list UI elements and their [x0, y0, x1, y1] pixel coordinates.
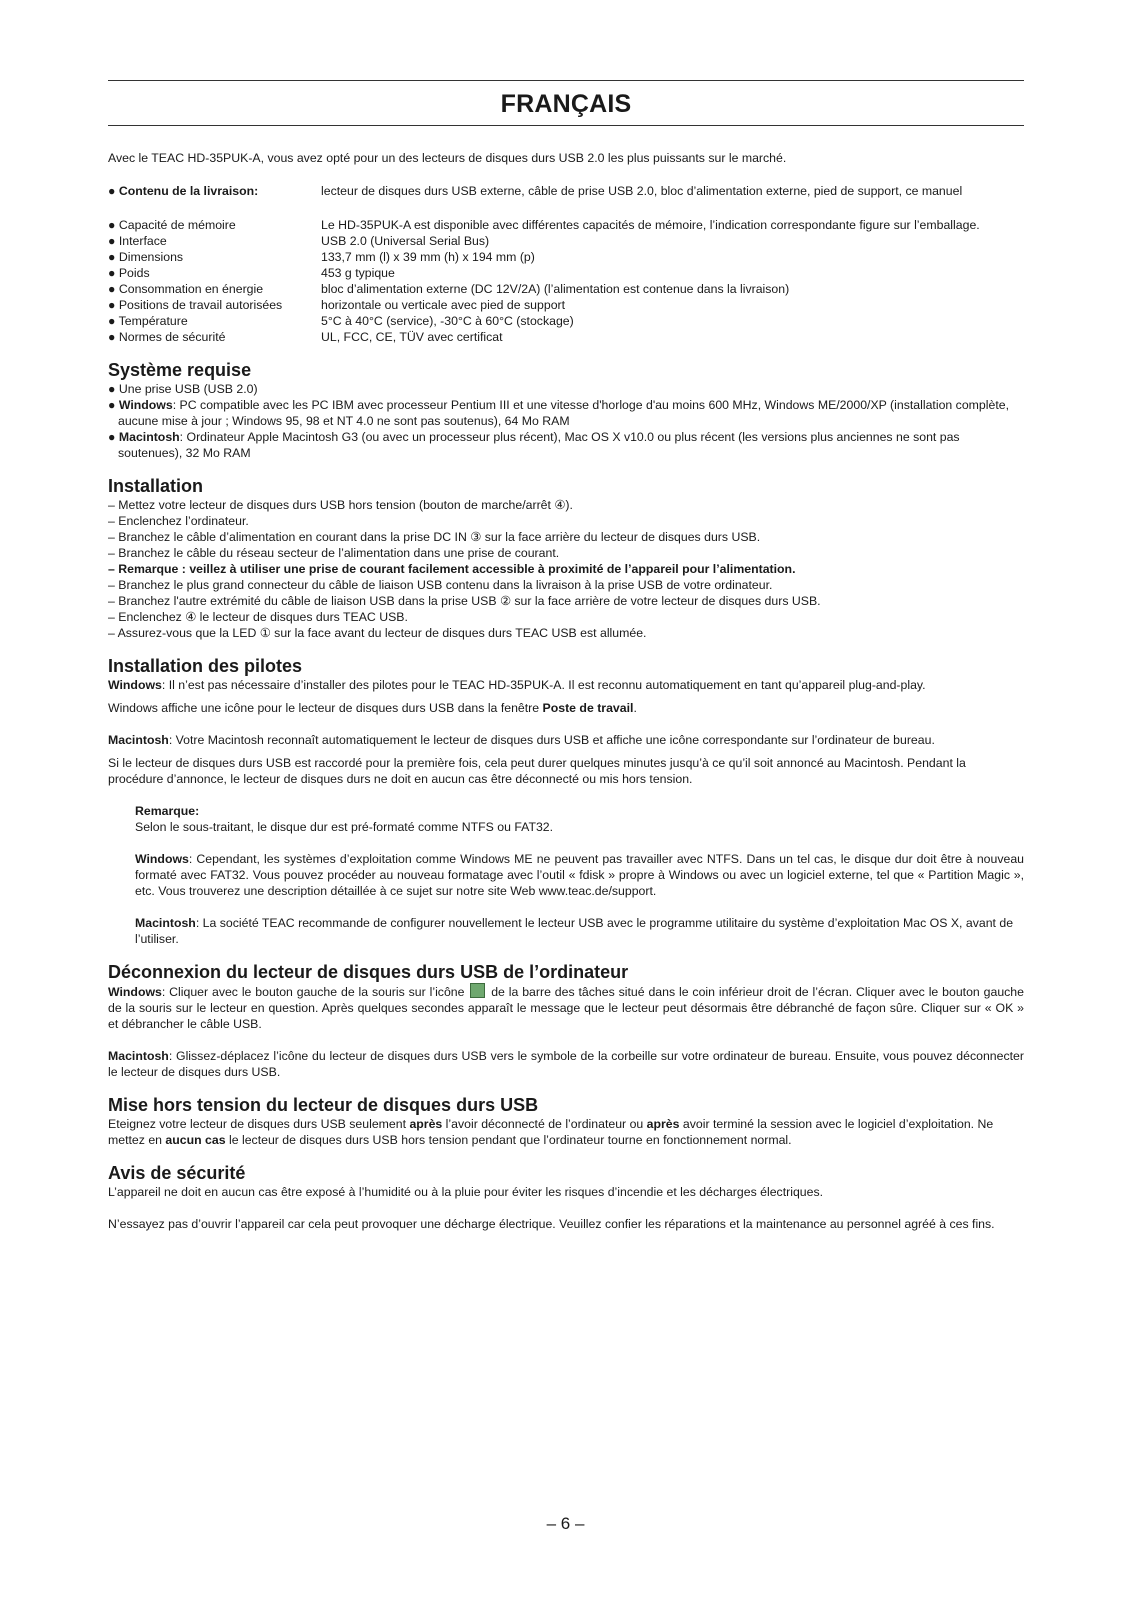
usb-safely-remove-icon — [470, 983, 485, 998]
list-item: ● Windows: PC compatible avec les PC IBM avec processeur Pentium III et une vitesse d'horloge d'au moins 600 MHz, Windows ME/2000/XP (installation complète, aucune mise à jour ; Windows 95, 98 et NT 4.0 ne sont pas soutenus), 64 Mo RAM — [108, 398, 1009, 428]
spec-value: 5°C à 40°C (service), -30°C à 60°C (stockage) — [321, 314, 574, 328]
bold-text: Poste de travail — [542, 701, 634, 715]
paragraph-text: : Votre Macintosh reconnaît automatiquement le lecteur de disques durs USB et affiche une icône correspondante sur l’ordinateur de bureau. — [168, 733, 935, 747]
paragraph-text: Eteignez votre lecteur de disques durs USB seulement — [108, 1117, 410, 1131]
paragraph — [108, 1048, 1024, 1080]
item-text: : PC compatible avec les PC IBM avec processeur Pentium III et une vitesse d'horloge d'au moins 600 MHz, Windows ME/2000/XP (installation complète, aucune mise à jour ; Windows 95, 98 et NT 4.0 ne sont pas soutenus), 64 Mo RAM — [118, 398, 1009, 428]
section-pilotes — [108, 655, 1024, 947]
paragraph — [108, 1116, 1024, 1148]
spec-row — [108, 233, 1024, 249]
paragraph-text: : La société TEAC recommande de configurer nouvellement le lecteur USB avec le programme utilitaire du système d’exploitation Mac OS X, avant de l’utiliser. — [135, 916, 1014, 946]
remark-paragraph — [135, 851, 1024, 899]
bold-text: après — [646, 1117, 680, 1131]
label-macintosh: Macintosh — [108, 733, 169, 747]
bold-text: aucun cas — [165, 1133, 226, 1147]
remark-text: Selon le sous-traitant, le disque dur est pré-formaté comme NTFS ou FAT32. — [135, 820, 554, 834]
spec-label: ● Contenu de la livraison: — [108, 184, 259, 198]
section-installation — [108, 475, 1024, 641]
section-heading: Installation des pilotes — [108, 656, 303, 676]
step-item: – Enclenchez l’ordinateur. — [108, 514, 249, 528]
spec-label: ● Interface — [108, 234, 167, 248]
paragraph-text: . — [633, 701, 637, 715]
step-item: – Branchez le câble d’alimentation en courant dans la prise DC IN ③ sur la face arrière du lecteur de disques durs USB. — [108, 530, 761, 544]
spec-value: 453 g typique — [321, 266, 395, 280]
spec-row — [108, 281, 1024, 297]
spec-value: Le HD-35PUK-A est disponible avec différentes capacités de mémoire, l’indication correspondante figure sur l’emballage. — [321, 218, 980, 232]
label-windows: Windows — [118, 398, 173, 412]
paragraph — [108, 732, 1024, 748]
paragraph: N’essayez pas d’ouvrir l’appareil car cela peut provoquer une décharge électrique. Veuillez confier les réparations et la maintenance au personnel agréé à ces fins. — [108, 1217, 995, 1231]
paragraph — [108, 700, 1024, 716]
page-number: – 6 – — [546, 1514, 585, 1533]
spec-label: ● Poids — [108, 266, 150, 280]
spec-value: USB 2.0 (Universal Serial Bus) — [321, 234, 490, 248]
step-item: – Branchez l'autre extrémité du câble de liaison USB dans la prise USB ② sur la face arrière de votre lecteur de disques durs USB. — [108, 594, 821, 608]
section-heading: Avis de sécurité — [108, 1163, 246, 1183]
section-mise-hors-tension — [108, 1094, 1024, 1148]
section-systeme — [108, 359, 1024, 461]
page — [108, 80, 1024, 1232]
step-item: – Branchez le câble du réseau secteur de l’alimentation dans une prise de courant. — [108, 546, 560, 560]
paragraph-text: avoir terminé la session avec le logiciel d’exploitation. Ne mettez en — [108, 1117, 994, 1147]
paragraph-text: : Il n’est pas nécessaire d’installer des pilotes pour le TEAC HD-35PUK-A. Il est reconnu automatiquement en tant qu’appareil plug-and-play. — [161, 678, 926, 692]
remark-block — [108, 803, 1024, 947]
label-windows: Windows — [108, 678, 162, 692]
paragraph-text: le lecteur de disques durs USB hors tension pendant que l’ordinateur tourne en fonctionnement normal. — [225, 1133, 792, 1147]
spec-label: ● Capacité de mémoire — [108, 218, 236, 232]
remark-title: Remarque: — [135, 804, 200, 818]
page-title: FRANÇAIS — [500, 90, 632, 118]
spec-row — [108, 265, 1024, 281]
paragraph-text: l’avoir déconnecté de l’ordinateur ou — [442, 1117, 647, 1131]
step-item: – Branchez le plus grand connecteur du câble de liaison USB contenu dans la livraison à la prise USB de votre ordinateur. — [108, 578, 773, 592]
section-heading: Mise hors tension du lecteur de disques durs USB — [108, 1095, 539, 1115]
spec-value: UL, FCC, CE, TÜV avec certificat — [321, 330, 503, 344]
spec-label: ● Consommation en énergie — [108, 282, 264, 296]
section-heading: Installation — [108, 476, 204, 496]
step-item: – Assurez-vous que la LED ① sur la face avant du lecteur de disques durs TEAC USB est allumée. — [108, 626, 647, 640]
section-heading: Déconnexion du lecteur de disques durs USB de l’ordinateur — [108, 962, 629, 982]
top-rule — [108, 80, 1024, 81]
step-item-remark: – Remarque : veillez à utiliser une prise de courant facilement accessible à proximité de l’appareil pour l’alimentation. — [108, 562, 796, 576]
bold-text: après — [409, 1117, 443, 1131]
label-windows: Windows — [108, 985, 162, 999]
paragraph: Si le lecteur de disques durs USB est raccordé pour la première fois, cela peut durer quelques minutes jusqu’à ce qu’il soit annoncé au Macintosh. Pendant la procédure d’annonce, le lecteur de disques durs ne doit en aucun cas être déconnecté ou mis hors tension. — [108, 756, 966, 786]
remark-paragraph — [135, 915, 1024, 947]
section-securite — [108, 1162, 1024, 1232]
intro-text: Avec le TEAC HD-35PUK-A, vous avez opté pour un des lecteurs de disques durs USB 2.0 les plus puissants sur le marché. — [108, 151, 787, 165]
paragraph — [108, 677, 1024, 693]
label-macintosh: Macintosh — [118, 430, 180, 444]
title-rule — [108, 125, 1024, 126]
paragraph: L’appareil ne doit en aucun cas être exposé à l’humidité ou à la pluie pour éviter les risques d’incendie et les décharges électriques. — [108, 1185, 824, 1199]
spec-row — [108, 217, 1024, 233]
spec-row — [108, 313, 1024, 329]
label-macintosh: Macintosh — [135, 916, 196, 930]
spec-row — [108, 249, 1024, 265]
item-text: : Ordinateur Apple Macintosh G3 (ou avec un processeur plus récent), Mac OS X v10.0 ou plus récent (les versions plus anciennes ne sont pas soutenues), 32 Mo RAM — [118, 430, 960, 460]
section-deconnexion — [108, 961, 1024, 1080]
spec-label: ● Dimensions — [108, 250, 184, 264]
spec-row — [108, 297, 1024, 313]
paragraph-text: Windows affiche une icône pour le lecteur de disques durs USB dans la fenêtre — [108, 701, 543, 715]
spec-row — [108, 329, 1024, 345]
step-item: – Mettez votre lecteur de disques durs USB hors tension (bouton de marche/arrêt ④). — [108, 498, 573, 512]
spec-label: ● Température — [108, 314, 188, 328]
step-item: – Enclenchez ④ le lecteur de disques durs TEAC USB. — [108, 610, 408, 624]
list-item: ● Une prise USB (USB 2.0) — [108, 382, 258, 396]
spec-row — [108, 183, 1024, 199]
paragraph-text: de la barre des tâches situé dans le coin inférieur droit de l’écran. Cliquer avec le bouton gauche de la souris sur le lecteur en question. Après quelques secondes apparaît le message que le lecteur peut désormais être débranché de façon sûre. Cliquer sur « OK » et débrancher le câble USB. — [108, 985, 1024, 1031]
spec-value: lecteur de disques durs USB externe, câble de prise USB 2.0, bloc d’alimentation externe, pied de support, ce manuel — [321, 184, 963, 198]
paragraph-text: : Glissez-déplacez l’icône du lecteur de disques durs USB vers le symbole de la corbeille sur votre ordinateur de bureau. Ensuite, vous pouvez déconnecter le lecteur de disques durs USB. — [108, 1049, 1024, 1079]
paragraph — [108, 983, 1024, 1032]
spec-label: ● Positions de travail autorisées — [108, 298, 283, 312]
paragraph-text: : Cependant, les systèmes d’exploitation comme Windows ME ne peuvent pas travailler avec NTFS. Dans un tel cas, le disque dur doit être à nouveau formaté avec FAT32. Vous pouvez procéder au nouveau formatage avec l’outil « fdisk » propre à Windows ou avec un logiciel externe, tel que « Partition Magic », etc. Vous trouverez une description détaillée à ce sujet sur notre site Web www.teac.de/support. — [135, 852, 1024, 898]
spec-value: horizontale ou verticale avec pied de support — [321, 298, 566, 312]
spec-value: 133,7 mm (l) x 39 mm (h) x 194 mm (p) — [321, 250, 535, 264]
paragraph-text: : Cliquer avec le bouton gauche de la souris sur l’icône — [161, 985, 465, 999]
label-windows: Windows — [135, 852, 189, 866]
spec-label: ● Normes de sécurité — [108, 330, 226, 344]
specs-list — [108, 183, 1024, 345]
list-item: ● Macintosh: Ordinateur Apple Macintosh G3 (ou avec un processeur plus récent), Mac OS X v10.0 ou plus récent (les versions plus anciennes ne sont pas soutenues), 32 Mo RAM — [108, 430, 960, 460]
spec-value: bloc d’alimentation externe (DC 12V/2A) (l’alimentation est contenue dans la livraison) — [321, 282, 790, 296]
label-macintosh: Macintosh — [108, 1049, 169, 1063]
section-heading: Système requise — [108, 360, 252, 380]
